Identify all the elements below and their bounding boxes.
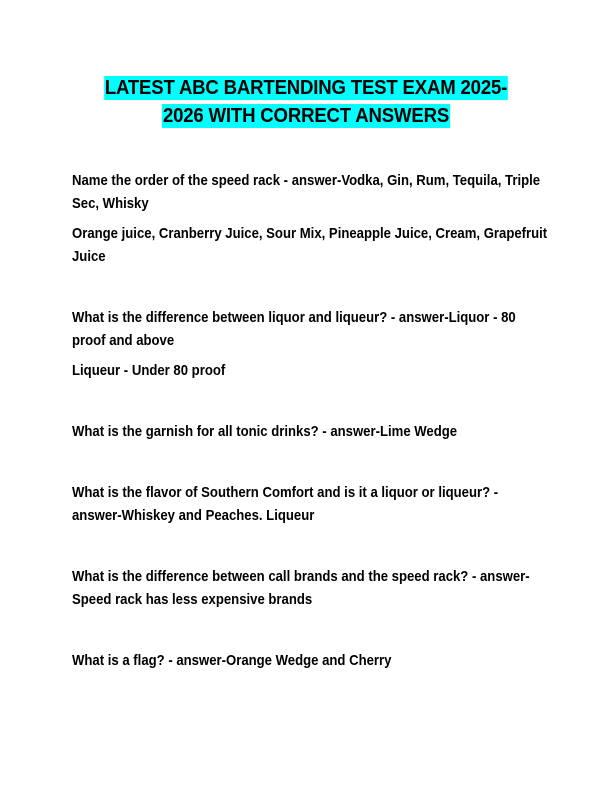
qa-question-answer: What is the difference between liquor and liqueur? - answer-Liquor - 80 proof and above bbox=[72, 310, 516, 349]
qa-question-answer: What is the difference between call brands and the speed rack? - answer-Speed rack has less expensive brands bbox=[72, 569, 530, 608]
qa-item bbox=[72, 482, 504, 528]
qa-item bbox=[72, 421, 504, 444]
qa-list bbox=[72, 170, 548, 673]
document-title bbox=[77, 74, 535, 130]
title-line-2: 2026 WITH CORRECT ANSWERS bbox=[162, 105, 450, 127]
qa-item bbox=[72, 170, 548, 269]
qa-answer-continuation: Orange juice, Cranberry Juice, Sour Mix, Pineapple Juice, Cream, Grapefruit Juice bbox=[72, 226, 548, 265]
qa-answer-continuation: Liqueur - Under 80 proof bbox=[72, 363, 226, 379]
qa-question-answer: What is the flavor of Southern Comfort and is it a liquor or liqueur? - answer-Whiskey and Peaches. Liqueur bbox=[72, 485, 499, 524]
title-line-1: LATEST ABC BARTENDING TEST EXAM 2025- bbox=[104, 77, 508, 99]
qa-question-answer: Name the order of the speed rack - answer-Vodka, Gin, Rum, Tequila, Triple Sec, Whisky bbox=[72, 173, 541, 212]
qa-item bbox=[72, 566, 530, 612]
qa-question-answer: What is the garnish for all tonic drinks? - answer-Lime Wedge bbox=[72, 424, 458, 440]
qa-question-answer: What is a flag? - answer-Orange Wedge and Cherry bbox=[72, 653, 392, 669]
qa-item bbox=[72, 307, 516, 383]
qa-item bbox=[72, 650, 504, 673]
